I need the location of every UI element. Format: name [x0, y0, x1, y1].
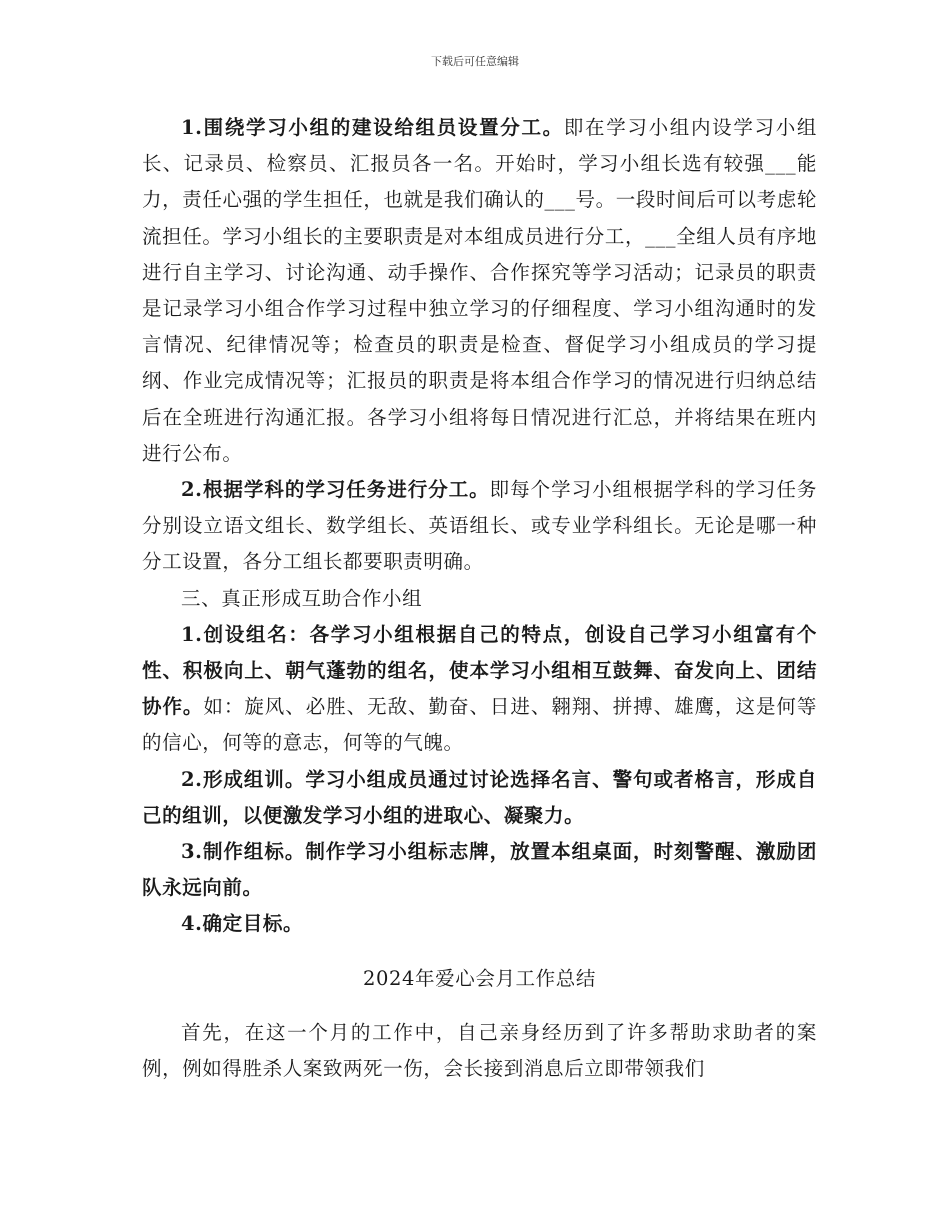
- header-note: 下载后可任意编辑: [431, 55, 519, 68]
- paragraph-2-heading: 2.根据学科的学习任务进行分工。: [181, 478, 490, 502]
- section-heading-3: 三、真正形成互助合作小组: [181, 586, 423, 610]
- paragraph-2-text: 即每个学习小组根据学科的学习任务分别设立语文组长、数学组长、英语组长、或专业学科组长。无论是哪一种分工设置，各分工组长都要职责明确。: [142, 478, 817, 574]
- paragraph-4: 2.形成组训。学习小组成员通过讨论选择名言、警句或者格言，形成自己的组训，以便激发学习小组的进取心、凝聚力。: [142, 767, 817, 827]
- document-body: [142, 110, 817, 1087]
- paragraph-3-heading: 1.创设组名：各学习小组根据自己的特点，创设自己学习小组富有个性、积极向上、朝气蓬勃的组名，使本学习小组相互鼓舞、奋发向上、团结协作。: [142, 622, 817, 719]
- paragraph-5: 3.制作组标。制作学习小组标志牌，放置本组桌面，时刻警醒、激励团队永远向前。: [142, 840, 817, 900]
- paragraph-2: [142, 472, 817, 581]
- paragraph-1: [142, 110, 817, 472]
- paragraph-6: 4.确定目标。: [181, 912, 304, 936]
- paragraph-3: [142, 617, 817, 762]
- paragraph-7: 首先，在这一个月的工作中，自己亲身经历到了许多帮助求助者的案例，例如得胜杀人案致两死一伤，会长接到消息后立即带领我们: [142, 1020, 817, 1081]
- paragraph-1-text: 即在学习小组内设学习小组长、记录员、检察员、汇报员各一名。开始时，学习小组长选有较强___能力，责任心强的学生担任，也就是我们确认的___号。一段时间后可以考虑轮流担任。学习小组长的主要职责是对本组成员进行分工，___全组人员有序地进行自主学习、讨论沟通、动手操作、合作探究等学习活动；记录员的职责是记录学习小组合作学习过程中独立学习的仔细程度、学习小组沟通时的发言情况、纪律情况等；检查员的职责是检查、督促学习小组成员的学习提纲、作业完成情况等；汇报员的职责是将本组合作学习的情况进行归纳总结后在全班进行沟通汇报。各学习小组将每日情况进行汇总，并将结果在班内进行公布。: [142, 116, 817, 465]
- paragraph-3-text: 如：旋风、必胜、无敌、勤奋、日进、翱翔、拼搏、雄鹰，这是何等的信心，何等的意志，何等的气魄。: [142, 695, 817, 755]
- document-title: 2024年爱心会月工作总结: [363, 966, 596, 990]
- paragraph-1-heading: 1.围绕学习小组的建设给组员设置分工。: [181, 116, 564, 139]
